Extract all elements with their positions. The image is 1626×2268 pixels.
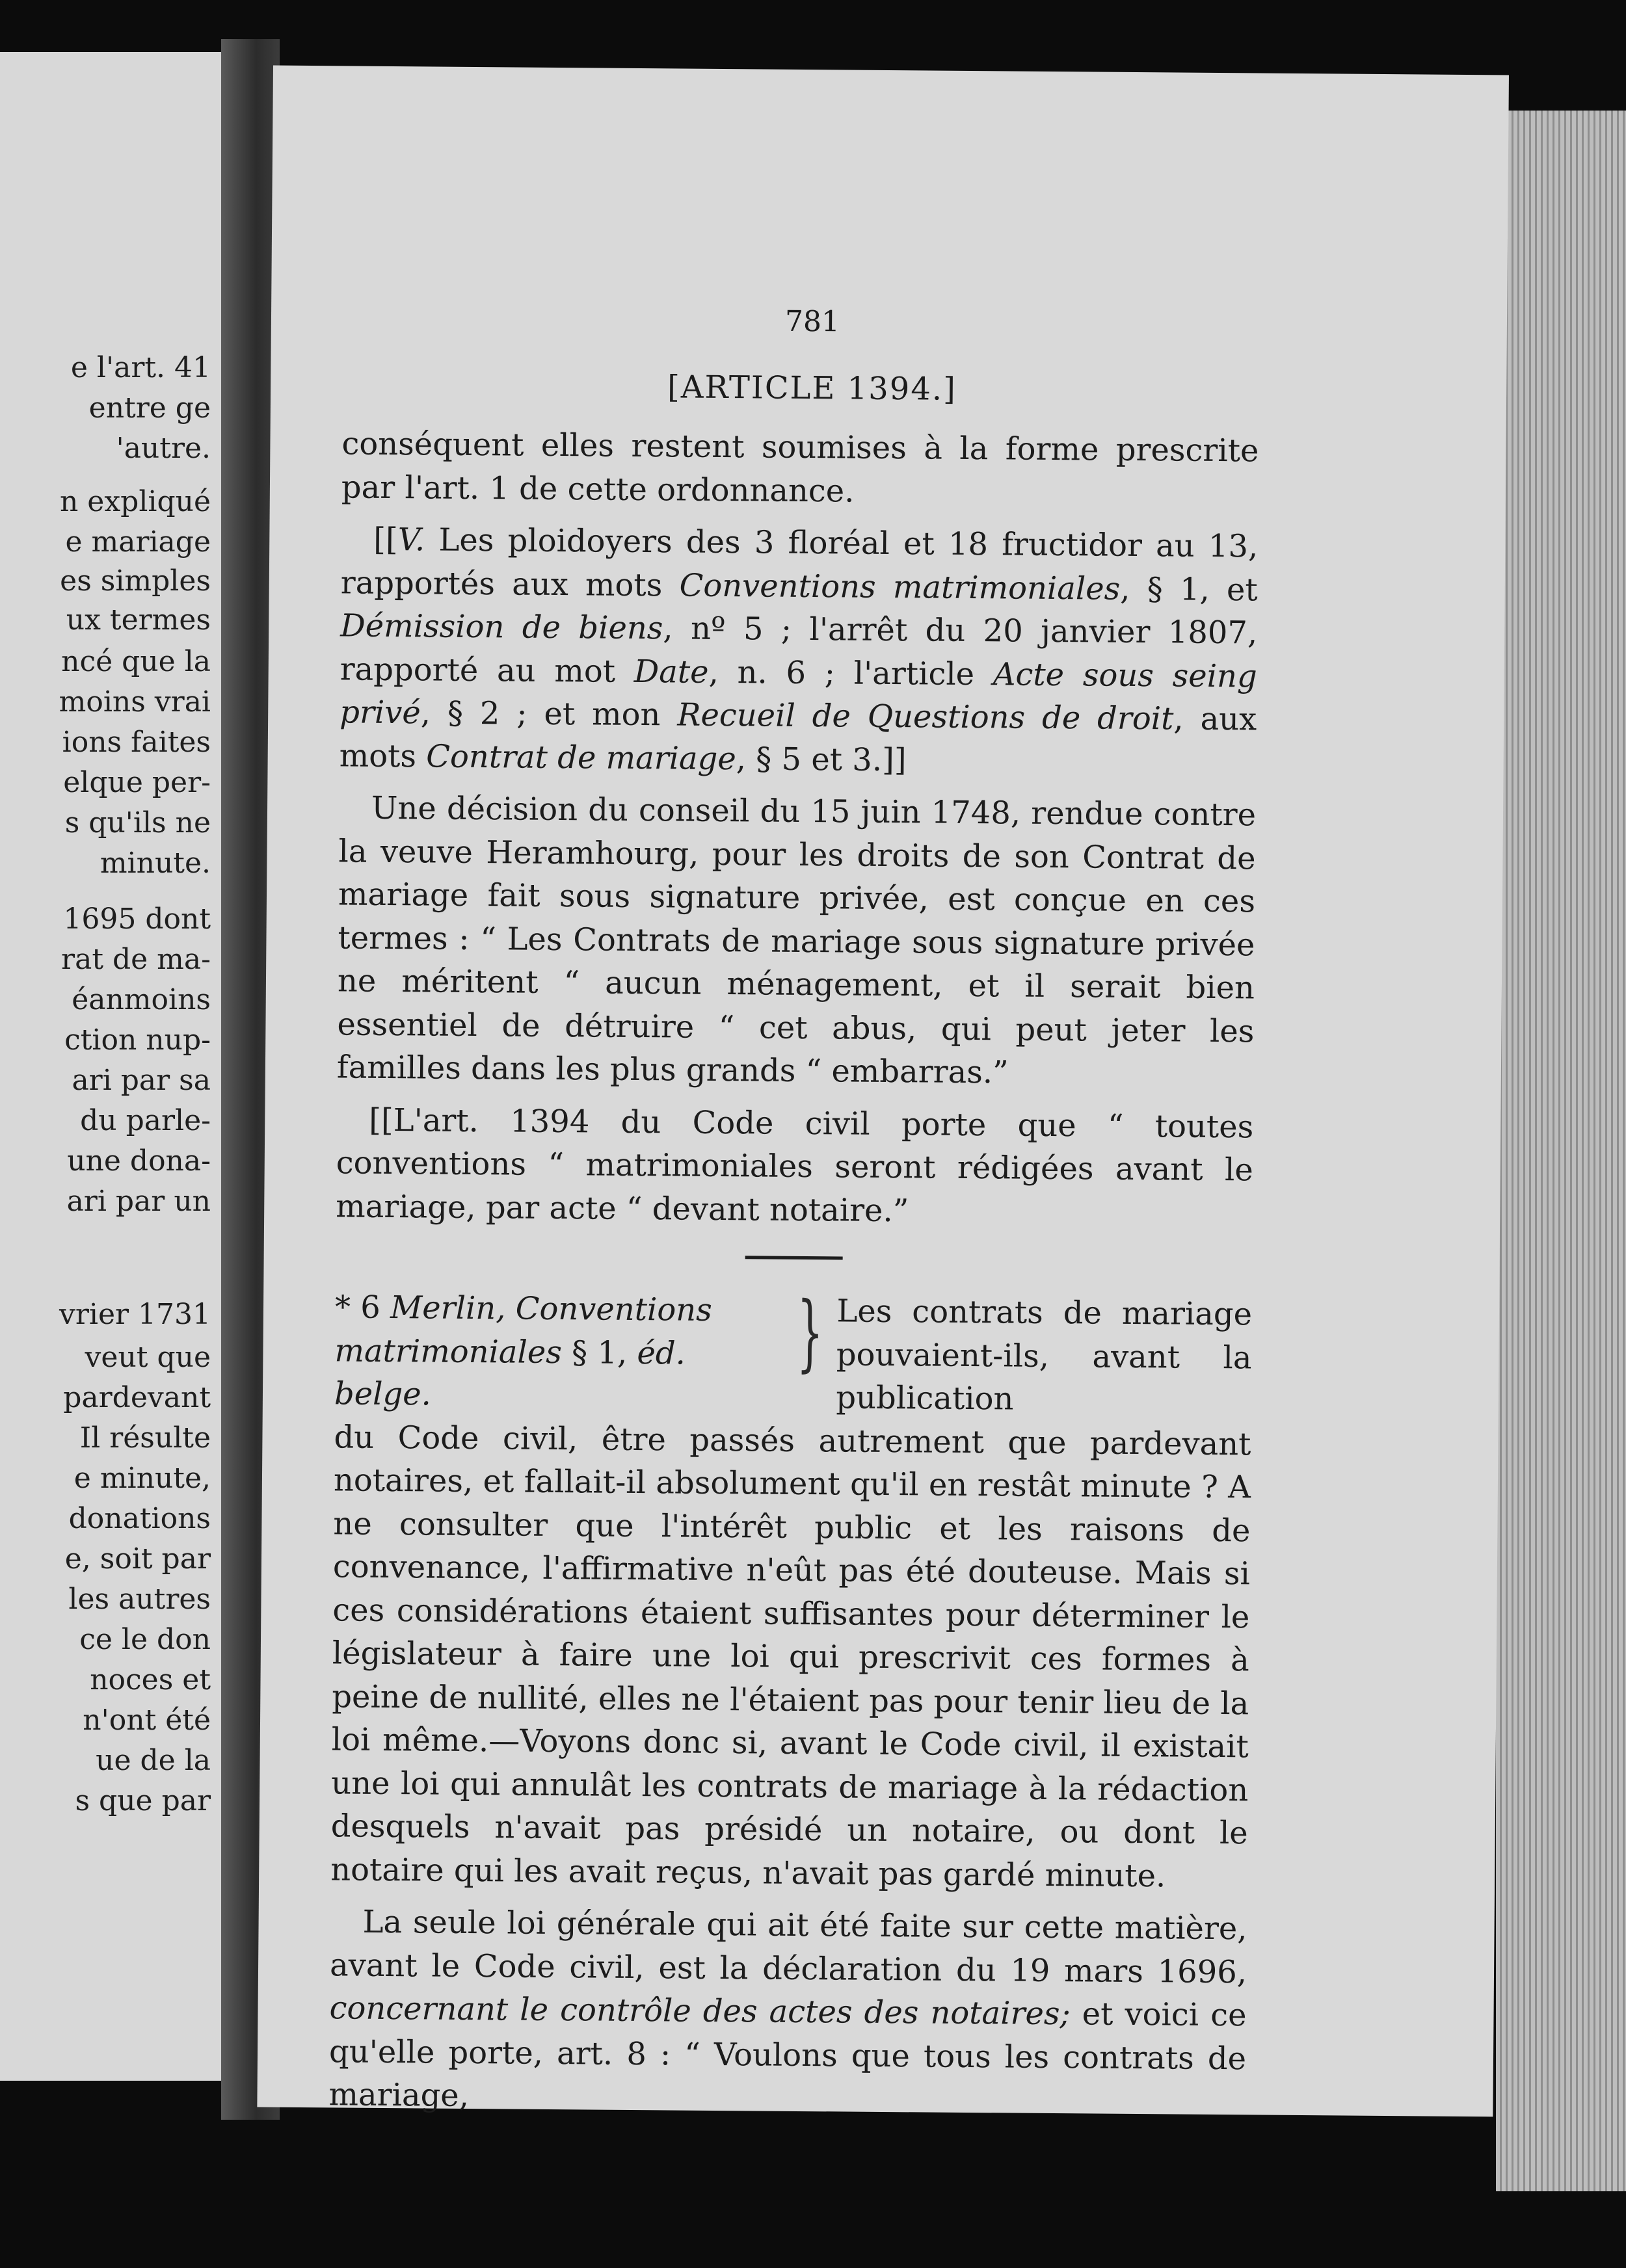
left-page-line: es simples (60, 564, 211, 598)
page-edges (1496, 111, 1626, 2191)
left-page-line: e mariage (65, 525, 211, 559)
text-run-italic: V. (397, 521, 425, 559)
left-page-line: e minute, (73, 1462, 211, 1495)
left-page-line: ari par sa (72, 1064, 211, 1097)
paragraph-1: conséquent elles restent soumises à la forme prescrite par l'art. 1 de cette ordonnance. (341, 425, 1259, 510)
page-body (328, 422, 1259, 2123)
left-page-line: pardevant (63, 1381, 211, 1414)
text-run: [[ (373, 521, 398, 559)
left-page-line: ari par un (66, 1185, 211, 1218)
citation-title: Merlin, Conventions matrimoniales (334, 1289, 713, 1371)
text-run: , aux mots (339, 700, 1257, 774)
left-page-line: n'ont été (83, 1704, 211, 1737)
left-page-line: ue de la (96, 1744, 211, 1777)
section-separator (745, 1256, 843, 1259)
citation-block (334, 1286, 1253, 1423)
left-page-line: ux termes (66, 603, 211, 637)
left-page-line: moins vrai (59, 685, 211, 719)
text-run-italic: concernant le contrôle des actes des notaires; (329, 1990, 1071, 2033)
citation-first-text: Les contrats de mariage pouvaient-ils, avant la publication (836, 1293, 1253, 1418)
left-page-line: 'autre. (116, 432, 211, 465)
left-page-line: vrier 1731 (59, 1298, 211, 1331)
left-page-line: ncé que la (61, 645, 211, 678)
text-run-italic: Démission de biens (340, 607, 663, 647)
left-page-line: éanmoins (72, 983, 211, 1016)
page-number: 781 (784, 304, 840, 339)
left-page-line: du parle- (80, 1104, 211, 1137)
left-page-line: ction nup- (64, 1023, 211, 1057)
left-page-line: e, soit par (64, 1542, 211, 1576)
citation-continuation: du Code civil, être passés autrement que pardevant notaires, et fallait-il absolument qu'il en restât minute ? A ne consulter que l'intérêt public et les raisons de convenance, l'affirmative n'eût pas été douteuse. Mais si ces considérations étaient suffisantes pour déterminer le législateur à faire une loi qui prescrivit ces formes à peine de nullité, elles ne l'étaient pas pour tenir lieu de la loi même.—Voyons donc si, avant le Code civil, il existait une loi qui annulât les contrats de mariage à la rédaction desquels n'avait pas présidé un notaire, ou dont le notaire qui les avait reçus, n'avait pas gardé minute. (330, 1418, 1251, 1894)
paragraph-2 (339, 518, 1258, 784)
text-run: , nº 5 ; l'arrêt du 20 janvier 1807, rapporté au mot (340, 610, 1258, 690)
text-run: Les ploidoyers des 3 floréal et 18 fructidor au 13, rapportés aux mots (340, 521, 1259, 603)
left-page-line: s que par (75, 1784, 211, 1817)
text-run: , § 5 et 3.]] (736, 740, 907, 778)
left-page-line: e l'art. 41 (70, 351, 211, 384)
previous-page-fragment (0, 52, 221, 2081)
paragraph-4: [[L'art. 1394 du Code civil porte que “ toutes conventions “ matrimoniales seront rédigées avant le mariage, par acte “ devant notaire.” (336, 1101, 1254, 1229)
citation-section: § 1, (561, 1334, 637, 1371)
left-page-line: ce le don (79, 1623, 211, 1656)
citation-reference (334, 1286, 784, 1419)
left-page-line: rat de ma- (61, 943, 211, 976)
left-page-line: les autres (68, 1583, 211, 1616)
running-head: [ARTICLE 1394.] (667, 369, 957, 408)
left-page-line: noces et (90, 1663, 211, 1696)
paragraph-last (328, 1900, 1247, 2124)
citation-edition: éd. belge. (334, 1334, 686, 1413)
book-page (257, 66, 1509, 2117)
text-run-italic: Acte sous seing privé (339, 655, 1257, 732)
brace-glyph: } (796, 1284, 824, 1382)
left-page-line: s qu'ils ne (64, 806, 211, 839)
paragraph-3: Une décision du conseil du 15 juin 1748, rendue contre la veuve Heramhourg, pour les droits de son Contrat de mariage fait sous signature privée, est conçue en ces termes : “ Les Contrats de mariage sous signature privée ne méritent “ aucun ménagement, et il serait bien essentiel de détruire “ cet abus, qui peut jeter les familles dans les plus grands “ embarras.” (336, 789, 1257, 1091)
left-page-line: entre ge (88, 391, 211, 425)
text-run-italic: Recueil de Questions de droit (677, 696, 1174, 737)
text-run-italic: Date (633, 653, 709, 691)
left-page-line: elque per- (63, 766, 211, 799)
left-page-line: Il résulte (79, 1421, 211, 1455)
text-run: , § 1, et (1120, 570, 1258, 608)
text-run-italic: Contrat de mariage (426, 737, 737, 777)
left-page-line: ions faites (62, 726, 211, 759)
left-page-line: donations (68, 1502, 211, 1535)
citation-prefix: * 6 (334, 1289, 391, 1326)
text-run: La seule loi générale qui ait été faite sur cette matière, avant le Code civil, est la déclaration du 19 mars 1696, (329, 1903, 1247, 1990)
text-run: et voici ce qu'elle porte, art. 8 : “ Voulons que tous les contrats de mariage, (328, 1996, 1247, 2114)
left-page-line: 1695 dont (63, 903, 211, 936)
text-run: , § 2 ; et mon (420, 694, 678, 733)
left-page-line: n expliqué (59, 485, 211, 518)
left-page-line: veut que (85, 1341, 211, 1374)
left-page-line: une dona- (67, 1144, 211, 1178)
text-run: , n. 6 ; l'article (708, 653, 994, 692)
left-page-line: minute. (100, 847, 211, 880)
text-run-italic: Conventions matrimoniales (679, 566, 1121, 607)
